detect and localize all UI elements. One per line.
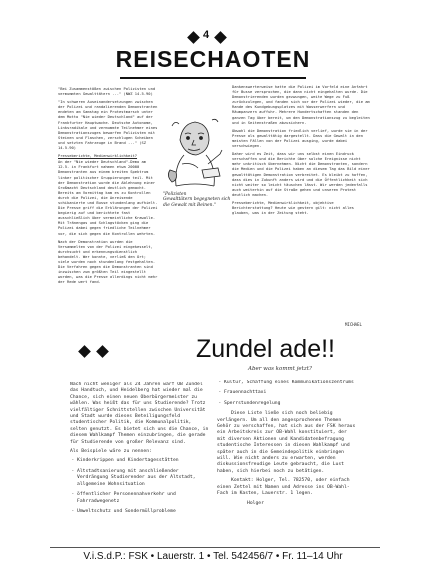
article-2-diamond-right — [96, 345, 109, 358]
paragraph: Daher wird es Zeit, dass wir uns selbst einen Eindruck verschaffen und die Berichte über solche Ereignisse nicht mehr unkritisch übernehmen. Nicht die Demonstranten, sondern die Medien und die Polizei haben an diesem Tag das Bild einer gewalttätigen Demonstration verbreitet. Es bleibt zu hoffen, dass dies in Zukunft anders wird und die Öffentlichkeit sich nicht weiter so leicht täuschen lässt. Wir werden jedenfalls auch weiterhin auf die Straße gehen und unseren Protest deutlich machen. — [232, 152, 370, 197]
paragraph: An der "Nie wieder Deutschland"-Demo am 12.5. in Frankfurt nahmen etwa 20000 Demonstranten aus einem breiten Spektrum linker politischer Gruppierungen teil. Mit der Demonstration wurde die Ablehnung einer Großmacht Deutschland deutlich gemacht. Bereits am Vormittag kam es zu Kontrollen durch die Polizei, die Anreisende schikanierte und Busse stundenlang aufhielt. Die Presse griff die Erklärungen der Polizei begierig auf und berichtete fast ausschließlich über vermeintliche Krawalle. Mit Tränengas und Schlagstöcken ging die Polizei dabei gegen friedliche Teilnehmer vor, die sich gegen die Kontrollen wehrten. — [58, 160, 158, 236]
header-diamond-left — [187, 31, 200, 44]
paragraph: Als Beispiele wäre zu nennen: — [70, 449, 152, 455]
cartoon-caption — [163, 192, 233, 208]
page-number: 4 — [203, 29, 210, 41]
author-signature: Holger — [247, 500, 264, 506]
caption-line-3: die Gewalt mit Beinen." — [163, 202, 216, 208]
list-item: - Umweltschutz und Sondermüllprobleme — [77, 509, 210, 515]
article-1-title: REISECHAOTEN — [115, 46, 311, 72]
paragraph-heading: Presseberichte, Medienwirklichkeit? — [58, 154, 138, 159]
article-1-right-column — [232, 85, 370, 317]
list-item: - Frauennachttaxi — [224, 390, 357, 396]
paragraph: "In schweren Auseinandersetzungen zwischen der Polizei und randalierenden Demonstranten endeten am Samstag ein Protestmarsch unter dem Motto "Nie wieder Deutschland" auf der Frankfurter Hauptwache. Deutsche Autonome, Linksradikale und vermummte Teilnehmer eines Demonstrationszuges bewarfen Polizisten mit Steinen und Flaschen, zerschlugen Scheiben und setzten Fahrzeuge in Brand ..." (SZ 14.5.90) — [58, 100, 158, 151]
header-diamond-right — [214, 31, 227, 44]
paragraph: Presseberichte, Medienwirklichkeit, objektive Berichterstattung? Heute wie gestern gilt: nicht alles glauben, was in der Zeitung steht. — [232, 200, 354, 216]
list-item: - Kinderkrippen und Kindertagesstätten — [77, 458, 210, 464]
footer-rule — [50, 547, 380, 548]
list-item: - öffentlicher Personennahverkehr und Fahrradwegenetz — [77, 492, 210, 505]
article-1-left-column — [58, 87, 158, 307]
topic-list-continued — [217, 380, 357, 407]
paragraph: Kontakt: Holger, Tel. 782570, oder einfach einen Zettel mit Namen und Adresse ins OB-Wahl-Fach im Kasten, Lauerstr. 1 legen. — [217, 478, 350, 497]
article-1-signature: MICHAEL — [345, 322, 362, 327]
paragraph: Diese Liste ließe sich noch beliebig verlängern. Um all den angesprochenen Themen Gehör zu verschaffen, hat sich aus der FSK heraus ein Arbeitskreis zur OB-Wahl konstituiert, der mit diversen Aktionen und Kandidatenbefragung studentische Interessen in diesen Wahlkampf und später auch in die Gemeindepolitik einbringen will. Wie nicht anders zu erwarten, werden diskussionsfreudige Leute gebraucht, die Lust haben, sich hierbei noch zu betätigen. — [217, 411, 356, 474]
paragraph: Nach nicht weniger als 24 Jahren warf OB Zundel das Handtuch, und Heidelberg hat wieder mal die Chance, sich einen neuen Oberbürgermeister zu wählen. Was heißt das für uns Studierende? Trotz vielfältiger Schnittstellen zwischen Universität und Stadt wurde dieses Beteiligungsfeld studentischer Politik, die Kommunalpolitik, selten genutzt. Es bietet sich uns die Chance, in diesem Wahlkampf Themen einzubringen, die gerade für Studierende von großer Relevanz sind. — [70, 382, 209, 445]
caption-line-2: Gewalttätern begegneten sich — [163, 197, 231, 203]
list-item: - Kultur, Schaffung eines Kommunikationszentrums — [224, 380, 357, 386]
footer-imprint: V.i.S.d.P.: FSK • Lauerstr. 1 • Tel. 542456/7 • Fr. 11–14 Uhr — [83, 551, 343, 562]
topic-list — [70, 458, 210, 515]
list-item: - Altstadtsanierung mit anschließender Verdrängung Studierender aus der Altstadt, allgemeine Wohnsituation — [77, 469, 210, 488]
caption-line-1: "Polizisten — [163, 192, 187, 197]
paragraph: Nach der Demonstration wurden die Versammelten von der Polizei eingekesselt, durchsucht und erkennungsdienstlich behandelt. Wer konnte, verließ den Ort; viele wurden noch stundenlang festgehalten. Die Verfahren gegen die Demonstranten sind inzwischen zum größten Teil eingestellt worden, was die Presse allerdings nicht mehr der Rede wert fand. — [58, 239, 158, 285]
paragraph: Dankenswerterweise hatte die Polizei im Vorfeld eine Anfahrt für Busse versprochen, die dann nicht eingehalten wurde. Die Demonstrierenden wurden gezwungen, weite Wege zu Fuß zurückzulegen, und fanden sich vor der Polizei wieder, die am Rande des Kundgebungsplatzes mit Wasserwerfern und Räumpanzern auffuhr. Mehrere Hundertschaften standen den ganzen Tag über bereit, um den Demonstrationszug zu begleiten und in Seitenstraßen abzusichern. — [232, 85, 370, 125]
article-2-diamond-left — [78, 345, 91, 358]
article-1-title-rule — [120, 77, 306, 79]
article-2-title: Zundel ade!! — [196, 335, 335, 363]
article-2-right-column — [217, 380, 357, 543]
article-2-left-column — [70, 382, 210, 544]
cartoon-illustration — [162, 110, 227, 190]
list-item: - Sperrstundenregelung — [224, 401, 357, 407]
paragraph: Obwohl die Demonstration friedlich verlief, wurde sie in der Presse als gewalttätig dargestellt. Dass die Gewalt in den meisten Fällen von der Polizei ausging, wurde dabei verschwiegen. — [232, 128, 368, 149]
paragraph: "Bei Zusammenstößen zwischen Polizisten und vermummten Gewalttätern ..." (NWZ 14.5.90) — [58, 87, 156, 97]
article-2-subtitle: Aber was kommt jetzt? — [248, 366, 312, 372]
